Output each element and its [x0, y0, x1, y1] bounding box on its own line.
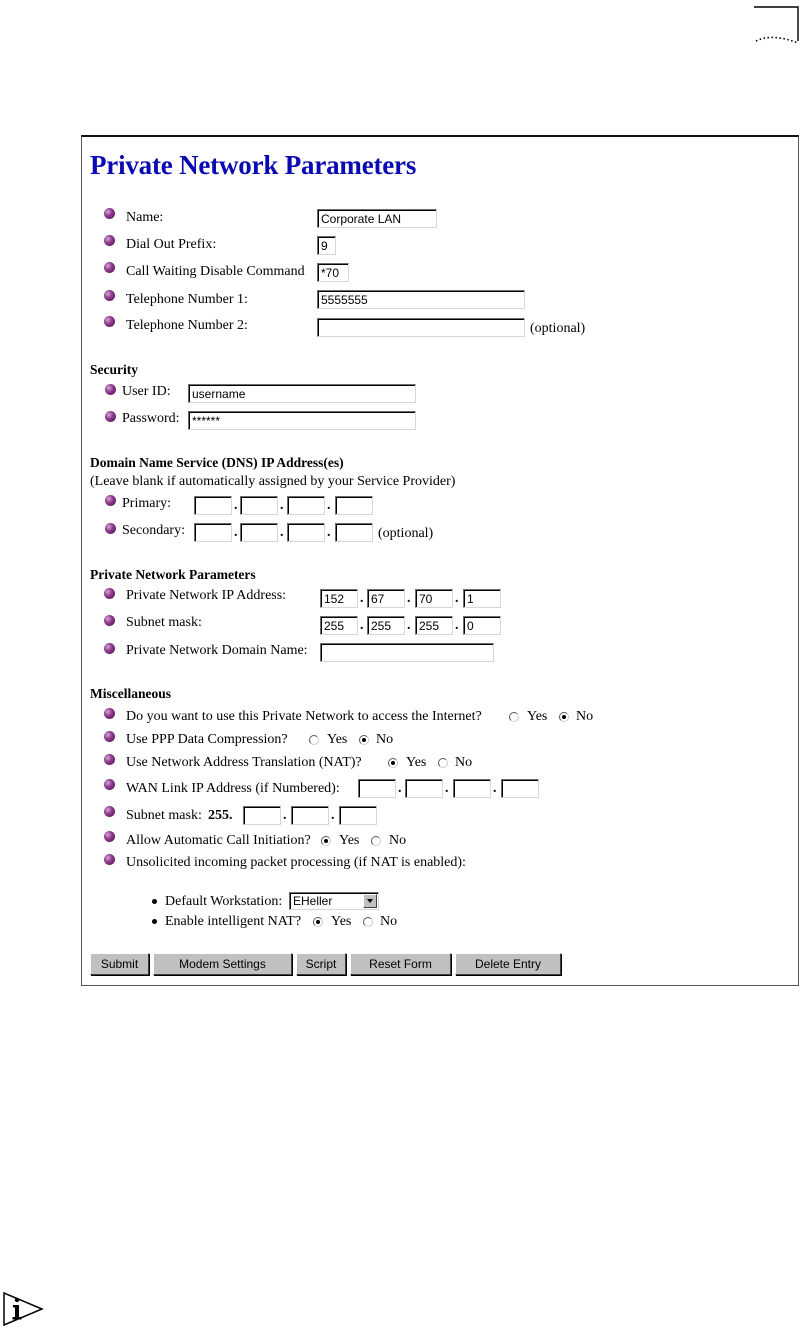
purple-ball-bullet-icon: [104, 262, 115, 273]
telephone-1-label: Telephone Number 1:: [126, 292, 248, 307]
nat-no-radio[interactable]: [438, 758, 448, 768]
ppp-no-label: No: [376, 732, 394, 747]
auto-call-no-radio[interactable]: [371, 836, 381, 846]
pnp-mask-octet-1[interactable]: 255: [320, 616, 358, 635]
pnp-heading: Private Network Parameters: [90, 567, 256, 582]
dial-out-prefix-label: Dial Out Prefix:: [126, 237, 217, 252]
intelligent-nat-no-label: No: [380, 914, 398, 929]
page-title: Private Network Parameters: [90, 150, 417, 180]
purple-ball-bullet-icon: [104, 615, 115, 626]
dns-primary-octet-1[interactable]: [194, 496, 232, 515]
dns-primary-label: Primary:: [122, 496, 171, 511]
default-workstation-select[interactable]: [289, 892, 379, 910]
dns-note: (Leave blank if automatically assigned by your Service Provider): [90, 474, 456, 489]
internet-yes-radio[interactable]: [509, 712, 519, 722]
wan-subnet-prefix: 255.: [208, 808, 233, 823]
user-id-label: User ID:: [122, 384, 171, 399]
ppp-yes-radio[interactable]: [309, 735, 319, 745]
dns-primary-octet-3[interactable]: [287, 496, 325, 515]
pnp-ip-label: Private Network IP Address:: [126, 588, 287, 603]
purple-ball-bullet-icon: [104, 290, 115, 301]
wan-ip-octet-2[interactable]: [405, 779, 443, 798]
internet-yes-label: Yes: [527, 709, 548, 724]
dns-secondary-optional-note: (optional): [378, 526, 434, 541]
purple-ball-bullet-icon: [104, 316, 115, 327]
purple-ball-bullet-icon: [104, 779, 115, 790]
auto-call-question-label: Allow Automatic Call Initiation?: [126, 833, 311, 848]
purple-ball-bullet-icon: [104, 208, 115, 219]
internet-no-label: No: [576, 709, 594, 724]
ppp-yes-label: Yes: [327, 732, 348, 747]
purple-ball-bullet-icon: [105, 384, 116, 395]
nat-question-label: Use Network Address Translation (NAT)?: [126, 755, 362, 770]
wan-subnet-octet-2[interactable]: [243, 806, 281, 825]
internet-no-radio[interactable]: [559, 712, 569, 722]
telephone-2-label: Telephone Number 2:: [126, 318, 248, 333]
call-waiting-input[interactable]: *70: [317, 263, 349, 282]
pnp-domain-input[interactable]: [320, 643, 494, 662]
script-button[interactable]: Script: [296, 953, 346, 975]
ppp-no-radio[interactable]: [359, 735, 369, 745]
pnp-domain-label: Private Network Domain Name:: [126, 643, 308, 658]
wan-subnet-octet-3[interactable]: [291, 806, 329, 825]
pnp-ip-octet-3[interactable]: 70: [415, 589, 453, 608]
auto-call-yes-radio[interactable]: [321, 836, 331, 846]
dns-primary-octet-4[interactable]: [335, 496, 373, 515]
pnp-ip-octet-4[interactable]: 1: [463, 589, 501, 608]
wan-subnet-label: Subnet mask:: [126, 808, 202, 823]
purple-ball-bullet-icon: [104, 854, 115, 865]
submit-button[interactable]: Submit: [90, 953, 149, 975]
purple-ball-bullet-icon: [104, 708, 115, 719]
pnp-mask-label: Subnet mask:: [126, 615, 202, 630]
purple-ball-bullet-icon: [104, 806, 115, 817]
auto-call-yes-label: Yes: [339, 833, 360, 848]
page-corner-dots-icon: [752, 5, 800, 45]
info-icon: [2, 1291, 44, 1327]
telephone-1-input[interactable]: 5555555: [317, 290, 525, 309]
list-bullet-icon: [152, 899, 157, 904]
reset-form-button[interactable]: Reset Form: [350, 953, 451, 975]
intelligent-nat-no-radio[interactable]: [363, 917, 373, 927]
nat-yes-label: Yes: [406, 755, 427, 770]
misc-heading: Miscellaneous: [90, 686, 171, 701]
purple-ball-bullet-icon: [104, 754, 115, 765]
dns-secondary-octet-2[interactable]: [240, 523, 278, 542]
dial-out-prefix-input[interactable]: 9: [317, 236, 336, 255]
list-bullet-icon: [152, 919, 157, 924]
name-input[interactable]: Corporate LAN: [317, 209, 437, 228]
pnp-mask-octet-3[interactable]: 255: [415, 616, 453, 635]
wan-ip-label: WAN Link IP Address (if Numbered):: [126, 781, 340, 796]
telephone-2-optional-note: (optional): [530, 321, 586, 336]
password-label: Password:: [122, 411, 180, 426]
intelligent-nat-yes-label: Yes: [331, 914, 352, 929]
auto-call-no-label: No: [389, 833, 407, 848]
name-label: Name:: [126, 210, 164, 225]
purple-ball-bullet-icon: [105, 495, 116, 506]
delete-entry-button[interactable]: Delete Entry: [455, 953, 561, 975]
internet-question-label: Do you want to use this Private Network to access the Internet?: [126, 709, 482, 724]
purple-ball-bullet-icon: [104, 831, 115, 842]
wan-ip-octet-3[interactable]: [453, 779, 491, 798]
purple-ball-bullet-icon: [104, 731, 115, 742]
ppp-question-label: Use PPP Data Compression?: [126, 732, 288, 747]
modem-settings-button[interactable]: Modem Settings: [153, 953, 292, 975]
telephone-2-input[interactable]: [317, 318, 525, 337]
purple-ball-bullet-icon: [105, 411, 116, 422]
purple-ball-bullet-icon: [104, 588, 115, 599]
purple-ball-bullet-icon: [104, 643, 115, 654]
dns-secondary-octet-3[interactable]: [287, 523, 325, 542]
wan-ip-octet-1[interactable]: [358, 779, 396, 798]
purple-ball-bullet-icon: [105, 523, 116, 534]
dns-secondary-octet-1[interactable]: [194, 523, 232, 542]
default-workstation-value: EHeller: [293, 894, 333, 908]
chevron-down-icon[interactable]: [363, 894, 377, 908]
pnp-ip-octet-1[interactable]: 152: [320, 589, 358, 608]
call-waiting-label: Call Waiting Disable Command: [126, 264, 305, 279]
password-input[interactable]: ******: [188, 411, 416, 430]
intelligent-nat-yes-radio[interactable]: [313, 917, 323, 927]
intelligent-nat-label: Enable intelligent NAT?: [165, 914, 302, 929]
dns-secondary-label: Secondary:: [122, 523, 185, 538]
pnp-mask-octet-2[interactable]: 255: [367, 616, 405, 635]
pnp-ip-octet-2[interactable]: 67: [367, 589, 405, 608]
purple-ball-bullet-icon: [104, 235, 115, 246]
dns-secondary-octet-4[interactable]: [335, 523, 373, 542]
user-id-input[interactable]: username: [188, 384, 416, 403]
dns-heading: Domain Name Service (DNS) IP Address(es): [90, 455, 344, 470]
security-heading: Security: [90, 362, 138, 377]
nat-yes-radio[interactable]: [388, 758, 398, 768]
unsolicited-label: Unsolicited incoming packet processing (if NAT is enabled):: [126, 855, 466, 870]
default-workstation-label: Default Workstation:: [165, 894, 283, 909]
wan-subnet-octet-4[interactable]: [339, 806, 377, 825]
nat-no-label: No: [455, 755, 473, 770]
wan-ip-octet-4[interactable]: [501, 779, 539, 798]
pnp-mask-octet-4[interactable]: 0: [463, 616, 501, 635]
dns-primary-octet-2[interactable]: [240, 496, 278, 515]
